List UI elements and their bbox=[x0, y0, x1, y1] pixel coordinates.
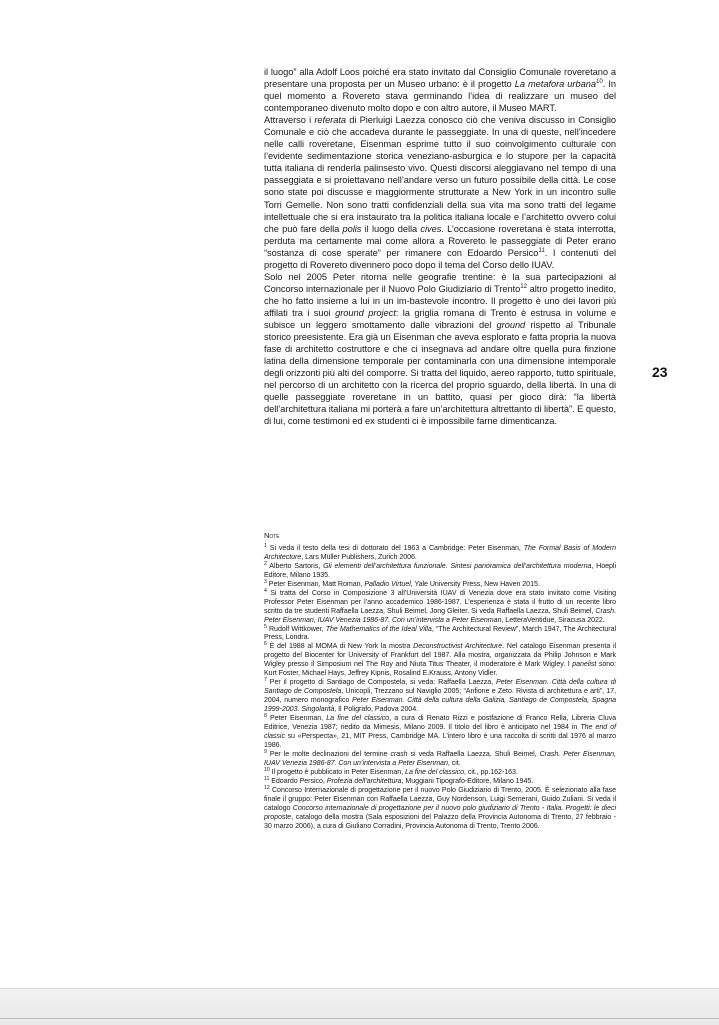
italic-text: Concorso internazionale di progettazione per il nuovo polo giudiziario di Trento - Italia. Progetti: le dieci proposte bbox=[264, 803, 616, 821]
text-run: Solo nel 2005 Peter ritorna nelle geografie trentine: è la sua partecipazioni al Concorso internazionale per il Nuovo Polo Giudiziario di Trento bbox=[264, 271, 616, 294]
text-run: Il progetto è pubblicato in Peter Eisenman, bbox=[269, 767, 406, 776]
text-run: di Pierluigi Laezza conosco ciò che veniva discusso in Consiglio Comunale e ciò che accadeva durante le passeggiate. In una di queste, nell’incedere nelle calli roveretane, Eisenman esprime tutto il suo coinvolgimento culturale con l’evidente sedimentazione storica veneziano-asburgica e lo stupore per la capacità tutta italiana di renderla palinsesto vivo. Questi discorsi aleggiavano nel tempo di una passeggiata e si proiettavano nell’andare verso un futuro possibile della città. Le cose sono state poi discusse e maggiormente strutturate a New York in un incontro sulle Torri Gemelle. Non sono tratti confidenziali della sua vita ma sono tratti del legame intellettuale che si era instaurato tra la politica italiana locale e l’architetto ovvero colui che può fare della bbox=[264, 115, 616, 234]
text-run: il luogo” alla Adolf Loos poiché era stato invitato dal Consiglio Comunale roveretano a presentare una proposta per un Museo urbano: è il progetto bbox=[264, 67, 616, 90]
italic-text: The Mathematics of the Ideal Villa bbox=[325, 624, 432, 633]
text-run: sono: Kurt Foster, Michael Hays, Jeffrey Kipnis, Rosalind E.Krauss, Antony Vidler. bbox=[264, 660, 616, 678]
text-run: altro progetto inedito, che ho fatto insieme a lui in un im-bastevole incontro. Il progetto è uno dei lavori più affilati tra i suoi bbox=[264, 283, 616, 318]
italic-text: panelist bbox=[572, 660, 597, 669]
text-run: : la griglia romana di Trento è estrusa in volume e subisce un leggero smottamento dalle vibrazioni del bbox=[264, 307, 616, 330]
text-run: , a cura di Renato Rizzi e postfazione di Franco Rella, Libreria Cluva Editrice, Venezia 1987; riedito da Mimesis, Milano 2009. Il titolo del libro è anticipato nel 1984 in bbox=[264, 714, 617, 732]
text-run: si veda Raffaella Laezza, Shuli Beimel, bbox=[407, 749, 540, 758]
footnote-number: 1 bbox=[264, 542, 267, 549]
italic-text: La metafora urbana bbox=[514, 79, 596, 90]
text-run: , “The Architectural Review”, March 1947, The Architectural Press, Londra. bbox=[264, 624, 617, 642]
italic-text: The Formal Basis of Modern Architecture bbox=[264, 543, 616, 561]
footnote bbox=[264, 786, 616, 831]
footnote-number: 8 bbox=[264, 713, 267, 720]
text-run: , LetteraVentidue, Siracusa 2022. bbox=[501, 615, 605, 624]
text-run: . L’occasione roveretana è stata interrotta, perduta ma certamente mai come allora a Rovereto le passeggiate di Peter erano “sostanza di cose sperate” per rimanere con Edoardo Persico bbox=[264, 223, 616, 258]
italic-text: Peter Eisenman. Città della cultura di Santiago de Compostela bbox=[264, 678, 616, 696]
footnote-number: 2 bbox=[264, 560, 267, 567]
italic-text: Crash. Peter Eisenman, IUAV Venezia 1986-87. Con un’intervista a Peter Eisenman bbox=[264, 606, 616, 624]
footnote-ref: 11 bbox=[538, 246, 545, 254]
italic-text: crash bbox=[390, 749, 408, 758]
text-run: Edoardo Persico, bbox=[269, 776, 327, 785]
text-run: È del 1988 al MOMA di New York la mostra bbox=[266, 642, 414, 651]
footnote bbox=[264, 750, 616, 768]
text-run: Peter Eisenman, bbox=[266, 714, 327, 723]
text-run: Si veda il testo della tesi di dottorato del 1963 a Cambridge: Peter Eisenman, bbox=[266, 543, 524, 552]
italic-text: referata bbox=[314, 115, 347, 126]
italic-text: La fine del classico bbox=[326, 714, 390, 723]
footnote-ref: 12 bbox=[520, 282, 528, 290]
italic-text: Profezia dell’architettura bbox=[326, 776, 402, 785]
viewer-footer-bar bbox=[0, 988, 719, 1025]
footnote-number: 3 bbox=[264, 578, 267, 585]
footnote bbox=[264, 625, 616, 643]
text-run: Rudolf Wittkower, bbox=[266, 624, 326, 633]
italic-text: Peter Eisenman. Città della cultura della Galizia, Santiago de Compostela, Spagna 1999-2003. Singolarità bbox=[264, 696, 616, 714]
text-run: , Muggiani Tipografo-Editore, Milano 1945. bbox=[401, 776, 534, 785]
text-run: Si tratta del Corso in Composizione 3 all’Università IUAV di Venezia dove era stato invitato come Visiting Professor Peter Eisenman per l’anno accademico 1986-1987. L’esperienza è stata il frutto di un recente libro scritto da tre studenti Raffaella Laezza, Shuli Beimel, Jong Gleiter. Si veda Raffaella Laezza, Shuli Beimel, bbox=[264, 588, 616, 615]
footnote-number: 10 bbox=[264, 766, 270, 773]
footnote bbox=[264, 714, 616, 750]
footnote bbox=[264, 580, 616, 589]
text-run: , Hoepli Editore, Milano 1935. bbox=[264, 561, 616, 579]
italic-text: ground project bbox=[335, 307, 396, 318]
footnote-number: 12 bbox=[264, 784, 270, 791]
footnote bbox=[264, 777, 616, 786]
text-run: . Nel catalogo Eisenman presenta il progetto del Biocenter for University of Frankfurt del 1987. Alla mostra, organizzata da Philip Johnson e Mark Wigley presso il Simposium nel The Roy and Niuta Titus Theater, il moderatore è Mark Wigley. I bbox=[264, 642, 616, 669]
text-run: su «Perspecta», 21, MIT Press, Cambridge MA. L’intero libro è una raccolta di scritti dal 1976 al marzo 1986. bbox=[264, 731, 616, 749]
italic-text: ground bbox=[496, 319, 526, 330]
text-run: , cit. bbox=[447, 758, 461, 767]
italic-text: La fine del classico bbox=[405, 767, 464, 776]
footnote bbox=[264, 768, 616, 777]
footer-divider bbox=[0, 1018, 719, 1019]
italic-text: Deconstructivist Architecture bbox=[413, 642, 503, 651]
footnote bbox=[264, 642, 616, 678]
footnotes-list bbox=[264, 544, 616, 831]
paragraph bbox=[264, 66, 616, 114]
text-run: , cit., pp.162-163. bbox=[463, 767, 518, 776]
footnote bbox=[264, 562, 616, 580]
notes-heading: Note bbox=[264, 531, 280, 540]
text-run: , Yale University Press, New Haven 2015. bbox=[410, 579, 540, 588]
text-run: Alberto Sartoris, bbox=[266, 561, 324, 570]
text-run: Per il progetto di Santiago de Compostela, si veda: Raffaella Laezza, bbox=[266, 678, 497, 687]
text-run: . I contenuti del progetto di Rovereto divennero poco dopo il tema del Corso dello IUAV. bbox=[264, 247, 616, 270]
footnote-number: 5 bbox=[264, 623, 267, 630]
italic-text: Gli elementi dell’architettura funzionale. Sintesi panoramica dell’architettura moderna bbox=[323, 561, 592, 570]
paragraph bbox=[264, 271, 616, 428]
footnote-number: 9 bbox=[264, 748, 267, 755]
text-run: , Unicopli, Trezzano sul Naviglio 2005; “Anfione e Zeto. Rivista di architettura e arti”, 17, 2004, numero monografico bbox=[264, 687, 616, 705]
footnote-number: 6 bbox=[264, 641, 267, 648]
italic-text: polis bbox=[342, 223, 362, 234]
text-run: rispetto al Tribunale storico preesistente. Era già un Eisenman che aveva esplorato e fatta propria la nuova fase di architetto costruttore e che ci insegnava ad andare oltre quella pura finzione latina della dimensione temporale per contaminarla con una dimensione intemporale degli orizzonti più alti del comporre. Si tratta del liquido, aereo rapporto, tutto spirituale, nel percorso di un architetto con la ricerca del proprio sguardo, della libertà. In una di quelle passeggiate roveretane in un battito, quasi per gioco dirà: “la libertà dell’architettura italiana mi porterà a fare un’architettura altrettanto di libertà”. E questo, di lui, come testimoni ed ex studenti ci è impossibile farne dimenticanza. bbox=[264, 319, 616, 427]
footnote-number: 11 bbox=[264, 775, 270, 782]
footnote bbox=[264, 544, 616, 562]
italic-text: Crash. Peter Eisenman, IUAV Venezia 1986-87. Con un’intervista a Peter Eisenman bbox=[264, 749, 616, 767]
footnote-number: 7 bbox=[264, 677, 267, 684]
text-run: il luogo della bbox=[361, 223, 421, 234]
italic-text: cives bbox=[420, 223, 442, 234]
footnote bbox=[264, 589, 616, 625]
italic-text: The end of classic bbox=[264, 723, 616, 740]
text-run: , catalogo della mostra (Sala esposizioni del Palazzo della Provincia Autonoma di Trento, 27 febbraio - 30 marzo 2006), a cura di Giuliano Corradini, Provincia Autonoma di Trento, Trento 2006. bbox=[264, 812, 616, 830]
text-run: , Lars Müller Publishers, Zurich 2006. bbox=[301, 552, 417, 561]
footnote bbox=[264, 678, 616, 714]
main-body-text bbox=[264, 66, 616, 427]
text-run: Attraverso i bbox=[264, 115, 315, 126]
footnotes-section bbox=[264, 532, 616, 830]
text-run: Peter Eisenman, Matt Roman, bbox=[266, 579, 365, 588]
text-run: , Il Poligrafo, Padova 2004. bbox=[334, 705, 419, 714]
page-number: 23 bbox=[652, 364, 668, 380]
footnote-ref: 10 bbox=[595, 78, 603, 86]
italic-text: Palladio Virtuel bbox=[364, 579, 411, 588]
paragraph bbox=[264, 114, 616, 271]
text-run: . In quel momento a Rovereto stava germinando l’idea di realizzare un museo del contemporaneo divenuto molto dopo e con altro autore, il Museo MART. bbox=[264, 79, 616, 114]
text-run: Per le molte declinazioni del termine bbox=[266, 749, 391, 758]
footnote-number: 4 bbox=[264, 587, 267, 594]
text-run: Concorso Internazionale di progettazione per il nuovo Polo Giudiziario di Trento, 2005. È selezionato alla fase finale il gruppo: Peter Eisenman con Raffaella Laezza, Guy Nordenson, Luigi Semerani, Guido Zuliani. Si veda il catalogo bbox=[264, 785, 616, 812]
